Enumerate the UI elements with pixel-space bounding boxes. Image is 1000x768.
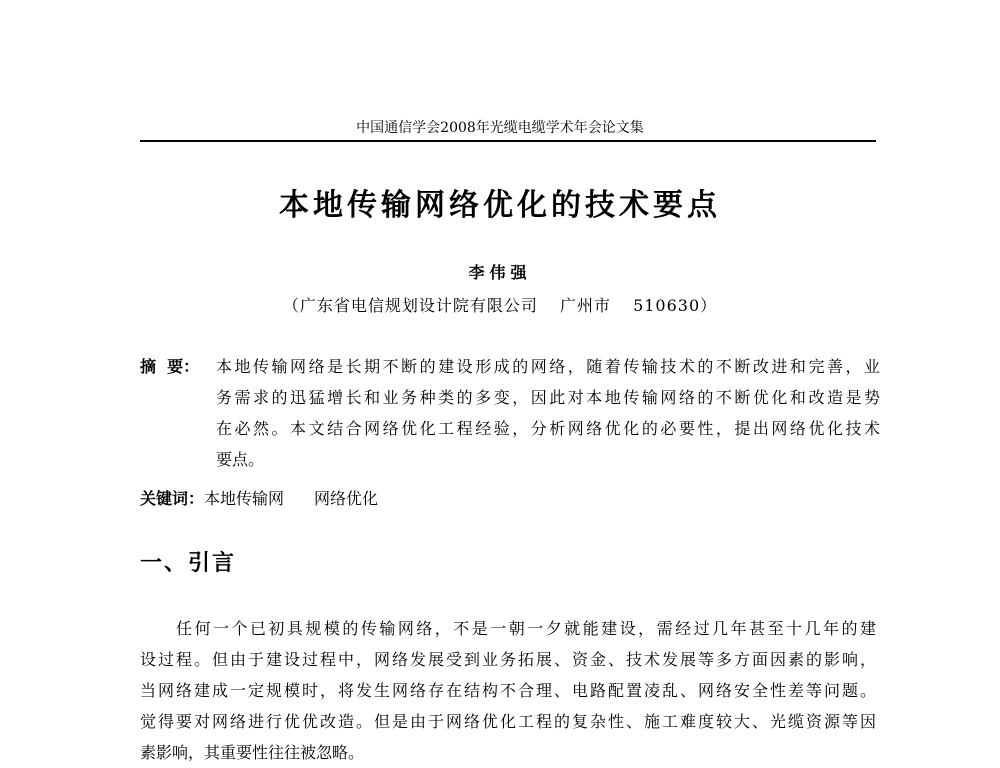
body-line: 任何一个已初具规模的传输网络，不是一朝一夕就能建设，需经过几年甚至十几年的建 [176,619,876,638]
abstract-line: 在必然。本文结合网络优化工程经验，分析网络优化的必要性，提出网络优化技术 [216,419,880,438]
affiliation-city: 广州市 [559,296,611,315]
keyword: 本地传输网 [204,489,285,508]
body-line: 设过程。但由于建设过程中，网络发展受到业务拓展、资金、技术发展等多方面因素的影响， [140,650,876,669]
header-rule [140,140,876,142]
section-body [140,613,876,768]
keywords [140,485,408,513]
body-line: 素影响，其重要性往往被忽略。 [140,743,365,762]
abstract-line: 本地传输网络是长期不断的建设形成的网络，随着传输技术的不断改进和完善，业 [216,357,880,376]
abstract-line: 务需求的迅猛增长和业务种类的多变，因此对本地传输网络的不断优化和改造是势 [216,388,880,407]
section-heading: 一、引言 [140,551,237,576]
author-affiliation [0,293,1000,316]
paper-title: 本地传输网络优化的技术要点 [279,188,721,223]
abstract-label: 摘 要： [140,357,200,376]
affiliation-institution: （广东省电信规划设计院有限公司 [282,296,538,315]
abstract-body [216,351,880,475]
keyword: 网络优化 [314,489,379,508]
body-line: 觉得要对网络进行优优改造。但是由于网络优化工程的复杂性、施工难度较大、光缆资源等因 [140,712,876,731]
author-name: 李伟强 [468,263,532,282]
proceedings-header: 中国通信学会2008年光缆电缆学术年会论文集 [356,120,644,136]
abstract-line: 要点。 [216,450,265,469]
keywords-label: 关键词： [140,489,205,508]
affiliation-postcode: 510630） [633,296,718,315]
body-line: 当网络建成一定规模时，将发生网络存在结构不合理、电路配置凌乱、网络安全性差等问题。 [140,681,876,700]
